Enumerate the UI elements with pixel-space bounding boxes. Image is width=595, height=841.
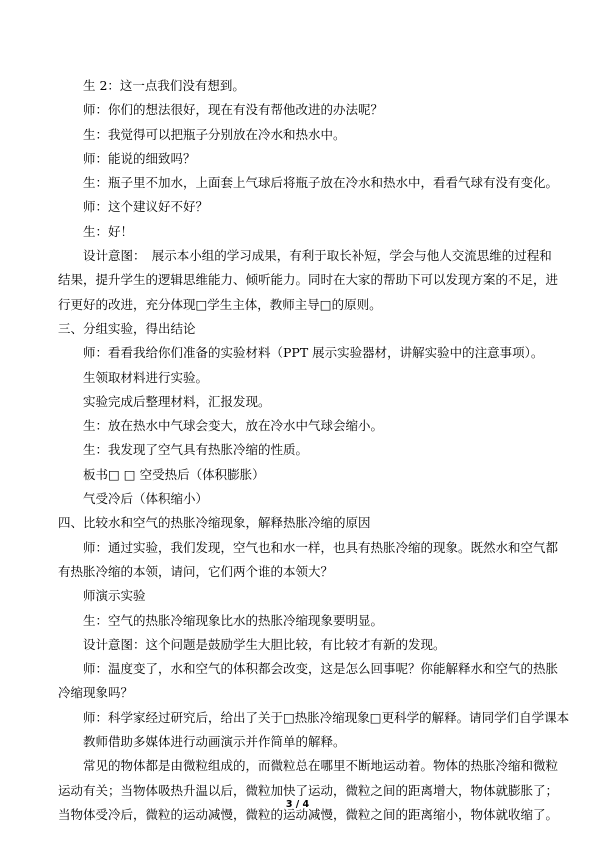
text-line: 有热胀冷缩的本领，请问，它们两个谁的本领大？ xyxy=(58,563,334,579)
text-line: 三、分组实验，得出结论 xyxy=(58,320,196,336)
text-line: 气受冷后（体积缩小） xyxy=(83,491,209,507)
text-line: 常见的物体都是由微粒组成的，而微粒总在哪里不断地运动着。物体的热胀冷缩和微粒 xyxy=(83,758,559,774)
text-line: 设计意图：这个问题是鼓励学生大胆比较，有比较才有新的发现。 xyxy=(83,636,446,652)
text-line: 师：看看我给你们准备的实验材料（PPT 展示实验器材，讲解实验中的注意事项）。 xyxy=(83,345,544,361)
text-line: 冷缩现象吗？ xyxy=(58,685,134,701)
text-line: 生：瓶子里不加水，上面套上气球后将瓶子放在冷水和热水中，看看气球有没有变化。 xyxy=(83,175,559,191)
text-line: 结果，提升学生的逻辑思维能力、倾听能力。同时在大家的帮助下可以发现方案的不足，进 xyxy=(58,272,559,288)
text-line: 生：好！ xyxy=(83,223,134,239)
text-line: 当物体受冷后，微粒的运动减慢，微粒的运动减慢，微粒之间的距离缩小，物体就收缩了。 xyxy=(58,806,559,822)
text-line: 设计意图： 展示本小组的学习成果，有利于取长补短，学会与他人交流思维的过程和 xyxy=(83,248,552,264)
text-line: 师演示实验 xyxy=(83,588,146,604)
text-line: 生：放在热水中气球会变大，放在冷水中气球会缩小。 xyxy=(83,418,384,434)
text-line: 生：我发现了空气具有热胀冷缩的性质。 xyxy=(83,442,309,458)
text-line: 生 2：这一点我们没有想到。 xyxy=(83,78,245,93)
document-body xyxy=(58,74,570,827)
text-line: 师：科学家经过研究后，给出了关于□热胀冷缩现象□更科学的解释。请同学们自学课本 xyxy=(83,709,570,725)
text-line: 师：你们的想法很好，现在有没有帮他改进的办法呢？ xyxy=(83,102,384,118)
text-line: 实验完成后整理材料，汇报发现。 xyxy=(83,393,271,409)
text-line: 板书□ □ 空受热后（体积膨胀） xyxy=(83,466,265,482)
text-line: 教师借助多媒体进行动画演示并作简单的解释。 xyxy=(83,734,346,750)
text-line: 生：我觉得可以把瓶子分别放在冷水和热水中。 xyxy=(83,126,346,142)
page-number: 3 / 4 xyxy=(285,799,310,810)
text-line: 师：通过实验，我们发现，空气也和水一样，也具有热胀冷缩的现象。既然水和空气都 xyxy=(83,539,559,555)
text-line: 生领取材料进行实验。 xyxy=(83,369,209,385)
text-line: 生：空气的热胀冷缩现象比水的热胀冷缩现象要明显。 xyxy=(83,612,384,628)
text-line: 四、比较水和空气的热胀冷缩现象，解释热胀冷缩的原因 xyxy=(58,515,371,531)
text-line: 行更好的改进，充分体现□学生主体，教师主导□的原则。 xyxy=(58,296,382,312)
text-line: 师：这个建议好不好？ xyxy=(83,199,209,215)
text-line: 运动有关；当物体吸热升温以后，微粒加快了运动，微粒之间的距离增大，物体就膨胀了； xyxy=(58,782,559,798)
text-line: 师：温度变了，水和空气的体积都会改变，这是怎么回事呢？你能解释水和空气的热胀 xyxy=(83,661,559,677)
text-line: 师：能说的细致吗？ xyxy=(83,150,196,166)
